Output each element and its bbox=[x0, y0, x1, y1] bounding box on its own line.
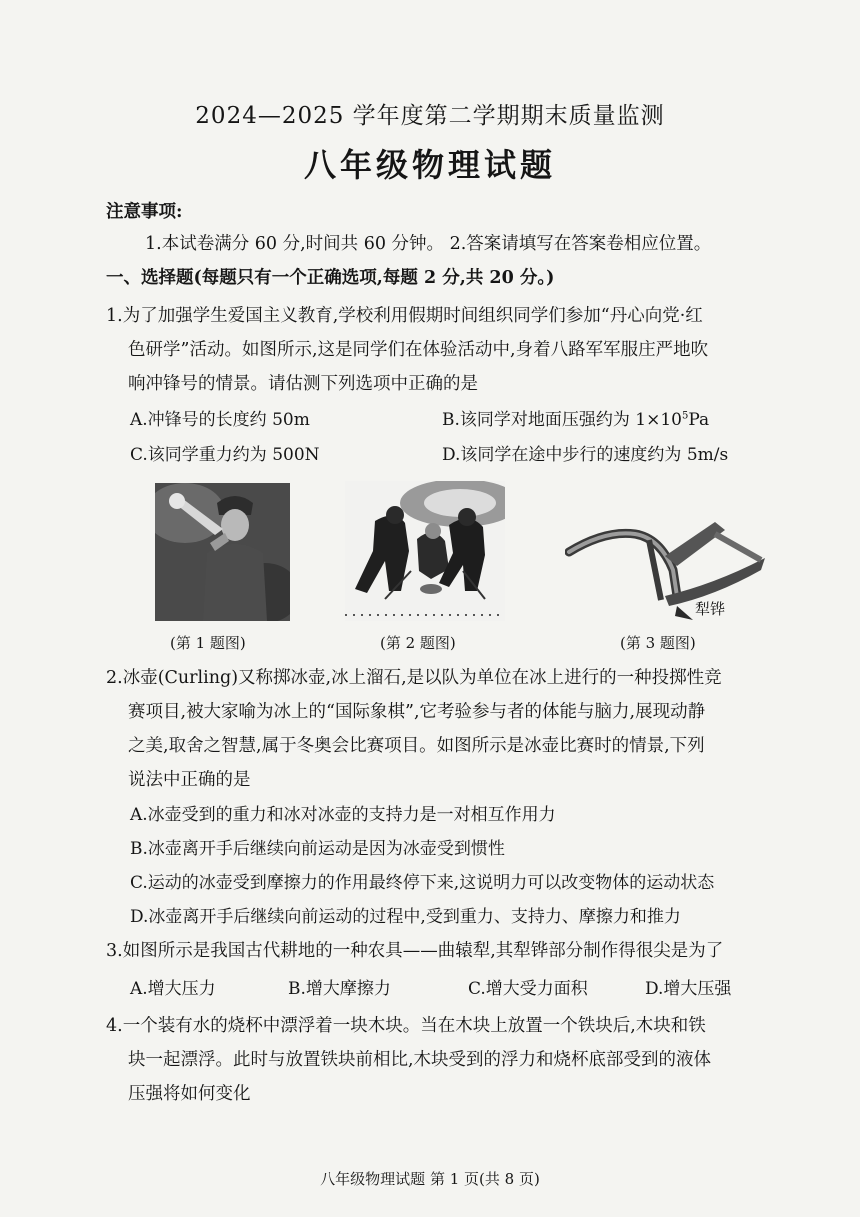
section-heading: 一、选择题(每题只有一个正确选项,每题 2 分,共 20 分。) bbox=[106, 268, 555, 288]
q2-line-4: 说法中正确的是 bbox=[128, 770, 251, 790]
figure-1-caption: (第 1 题图) bbox=[170, 634, 246, 652]
q1-line-1: 1.为了加强学生爱国主义教育,学校利用假期时间组织同学们参加“丹心向党·红 bbox=[106, 306, 703, 326]
exam-title: 2024—2025 学年度第二学期期末质量监测 bbox=[195, 103, 665, 129]
q2-option-d: D.冰壶离开手后继续向前运动的过程中,受到重力、支持力、摩擦力和推力 bbox=[130, 907, 681, 927]
q2-line-3: 之美,取舍之智慧,属于冬奥会比赛项目。如图所示是冰壶比赛时的情景,下列 bbox=[128, 736, 705, 756]
q3-option-d: D.增大压强 bbox=[645, 979, 732, 999]
q1-option-a: A.冲锋号的长度约 50m bbox=[130, 410, 310, 430]
q3-option-a: A.增大压力 bbox=[130, 979, 216, 999]
figure-3-caption: (第 3 题图) bbox=[620, 634, 696, 652]
page-footer: 八年级物理试题 第 1 页(共 8 页) bbox=[320, 1170, 540, 1188]
q3-line-1: 3.如图所示是我国古代耕地的一种农具——曲辕犁,其犁铧部分制作得很尖是为了 bbox=[106, 941, 724, 961]
q1-line-2: 色研学”活动。如图所示,这是同学们在体验活动中,身着八路军军服庄严地吹 bbox=[128, 340, 709, 360]
q2-line-2: 赛项目,被大家喻为冰上的“国际象棋”,它考验参与者的体能与脑力,展现动静 bbox=[128, 702, 706, 722]
q2-option-b: B.冰壶离开手后继续向前运动是因为冰壶受到惯性 bbox=[130, 839, 505, 859]
plow-figure bbox=[565, 500, 770, 625]
q1-option-b: B.该同学对地面压强约为 $1\times 10^5Pa$ bbox=[442, 410, 710, 430]
plow-share-label: 犁铧 bbox=[695, 600, 726, 618]
notice-text: 1.本试卷满分 60 分,时间共 60 分钟。 2.答案请填写在答案卷相应位置。 bbox=[145, 234, 712, 254]
q4-line-2: 块一起漂浮。此时与放置铁块前相比,木块受到的浮力和烧杯底部受到的液体 bbox=[128, 1050, 712, 1070]
q2-option-a: A.冰壶受到的重力和冰对冰壶的支持力是一对相互作用力 bbox=[130, 805, 556, 825]
q1-option-d: D.该同学在途中步行的速度约为 5m/s bbox=[442, 445, 729, 465]
q2-option-c: C.运动的冰壶受到摩擦力的作用最终停下来,这说明力可以改变物体的运动状态 bbox=[130, 873, 715, 893]
q4-line-1: 4.一个装有水的烧杯中漂浮着一块木块。当在木块上放置一个铁块后,木块和铁 bbox=[106, 1016, 706, 1036]
notice-heading: 注意事项: bbox=[106, 202, 183, 222]
q2-line-1: 2.冰壶(Curling)又称掷冰壶,冰上溜石,是以队为单位在冰上进行的一种投掷性竞 bbox=[106, 668, 722, 688]
curling-photo bbox=[345, 481, 505, 621]
exam-subject-title: 八年级物理试题 bbox=[303, 146, 556, 184]
bugler-photo bbox=[155, 483, 290, 621]
q1-line-3: 响冲锋号的情景。请估测下列选项中正确的是 bbox=[128, 374, 478, 394]
q1-option-c: C.该同学重力约为 500N bbox=[130, 445, 320, 465]
q4-line-3: 压强将如何变化 bbox=[128, 1084, 251, 1104]
q3-option-b: B.增大摩擦力 bbox=[288, 979, 391, 999]
figure-2-caption: (第 2 题图) bbox=[380, 634, 456, 652]
q3-option-c: C.增大受力面积 bbox=[468, 979, 588, 999]
